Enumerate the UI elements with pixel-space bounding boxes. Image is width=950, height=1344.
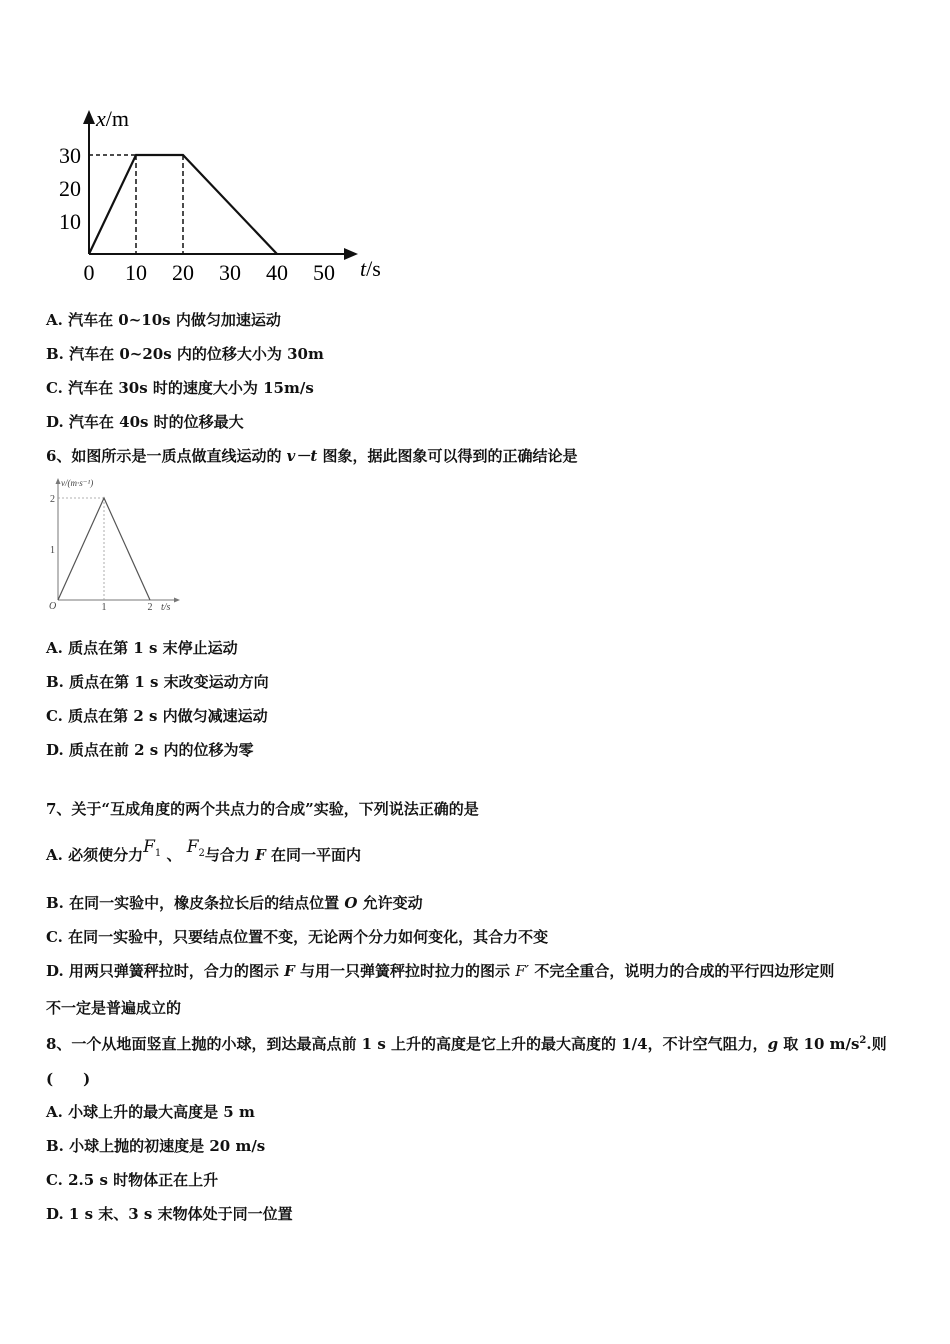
- v-t-graph: [40, 474, 190, 616]
- q7-option-d-cont: 不一定是普遍成立的: [46, 999, 182, 1017]
- q8-option-a: A. 小球上升的最大高度是 5 m: [46, 1103, 255, 1121]
- q7-stem: 7、关于“互成角度的两个共点力的合成”实验，下列说法正确的是: [46, 800, 479, 818]
- v-t-axes: [50, 478, 180, 613]
- v-t-y-tick: 2: [50, 494, 55, 505]
- v-t-x-arrow: [174, 598, 180, 603]
- q7-option-d: D. 用两只弹簧秤拉时，合力的图示 F 与用一只弹簧秤拉时拉力的图示 F′ 不完全重合，说明力的合成的平行四边形定则: [46, 962, 835, 980]
- q8-answer-paren: ( ): [46, 1070, 91, 1088]
- x-tick-label: 50: [313, 260, 335, 285]
- q6-option-b: B. 质点在第 1 s 末改变运动方向: [46, 673, 269, 691]
- q8-stem: 8、一个从地面竖直上抛的小球，到达最高点前 1 s 上升的高度是它上升的最大高度的 1/4，不计空气阻力，g 取 10 $m/s^2$.则: [46, 1035, 887, 1053]
- f1-symbol: F: [143, 837, 155, 857]
- v-t-origin: O: [49, 601, 57, 612]
- y-axis-arrow: [83, 110, 95, 124]
- q8-option-b: B. 小球上抛的初速度是 20 m/s: [46, 1137, 266, 1155]
- q5-option-b: B. 汽车在 0~20s 内的位移大小为 30m: [46, 345, 324, 363]
- y-tick-label: 20: [59, 176, 81, 201]
- x-t-xlabel: t/s: [360, 256, 381, 281]
- q6-option-d: D. 质点在前 2 s 内的位移为零: [46, 741, 254, 759]
- q6-stem: 6、如图所示是一质点做直线运动的 v－t 图象，据此图象可以得到的正确结论是: [46, 447, 578, 465]
- x-t-marks: [89, 155, 277, 254]
- x-tick-label: 0: [83, 260, 95, 285]
- x-tick-label: 40: [266, 260, 288, 285]
- q6-option-a: A. 质点在第 1 s 末停止运动: [46, 639, 238, 657]
- x-axis-arrow: [344, 248, 358, 260]
- v-t-x-tick: 2: [147, 602, 153, 613]
- x-t-ylabel: x/m: [96, 106, 129, 131]
- q7-option-b: B. 在同一实验中，橡皮条拉长后的结点位置 O 允许变动: [46, 894, 423, 912]
- v-t-series-line: [58, 498, 150, 600]
- v-t-x-tick: 1: [101, 602, 107, 613]
- v-t-ylabel: v/(m·s⁻¹): [61, 478, 94, 488]
- q5-option-d: D. 汽车在 40s 时的位移最大: [46, 413, 244, 431]
- f2-symbol: F: [186, 837, 199, 857]
- x-tick-label: 30: [219, 260, 241, 285]
- y-tick-label: 10: [59, 209, 81, 234]
- q8-option-c: C. 2.5 s 时物体正在上升: [46, 1171, 219, 1189]
- v-t-y-tick: 1: [50, 545, 55, 556]
- q7-option-c: C. 在同一实验中，只要结点位置不变，无论两个分力如何变化，其合力不变: [46, 928, 549, 946]
- v-t-y-arrow: [56, 478, 61, 484]
- q5-option-a: A. 汽车在 0~10s 内做匀加速运动: [46, 311, 281, 329]
- q8-option-d: D. 1 s 末、3 s 末物体处于同一位置: [46, 1205, 293, 1223]
- q7-option-a: A. 必须使分力$F^1$ 、 $F^2$与合力 F 在同一平面内: [46, 837, 362, 864]
- y-tick-label: 30: [59, 143, 81, 168]
- v-t-marks: [58, 498, 150, 600]
- q5-option-c: C. 汽车在 30s 时的速度大小为 15m/s: [46, 379, 314, 397]
- x-t-axes: [59, 110, 358, 285]
- q6-stem-var: v－t: [286, 447, 318, 465]
- x-t-graph: [48, 100, 398, 290]
- x-tick-label: 10: [125, 260, 147, 285]
- x-tick-label: 20: [172, 260, 194, 285]
- q6-option-c: C. 质点在第 2 s 内做匀减速运动: [46, 707, 268, 725]
- v-t-xlabel: t/s: [161, 602, 171, 613]
